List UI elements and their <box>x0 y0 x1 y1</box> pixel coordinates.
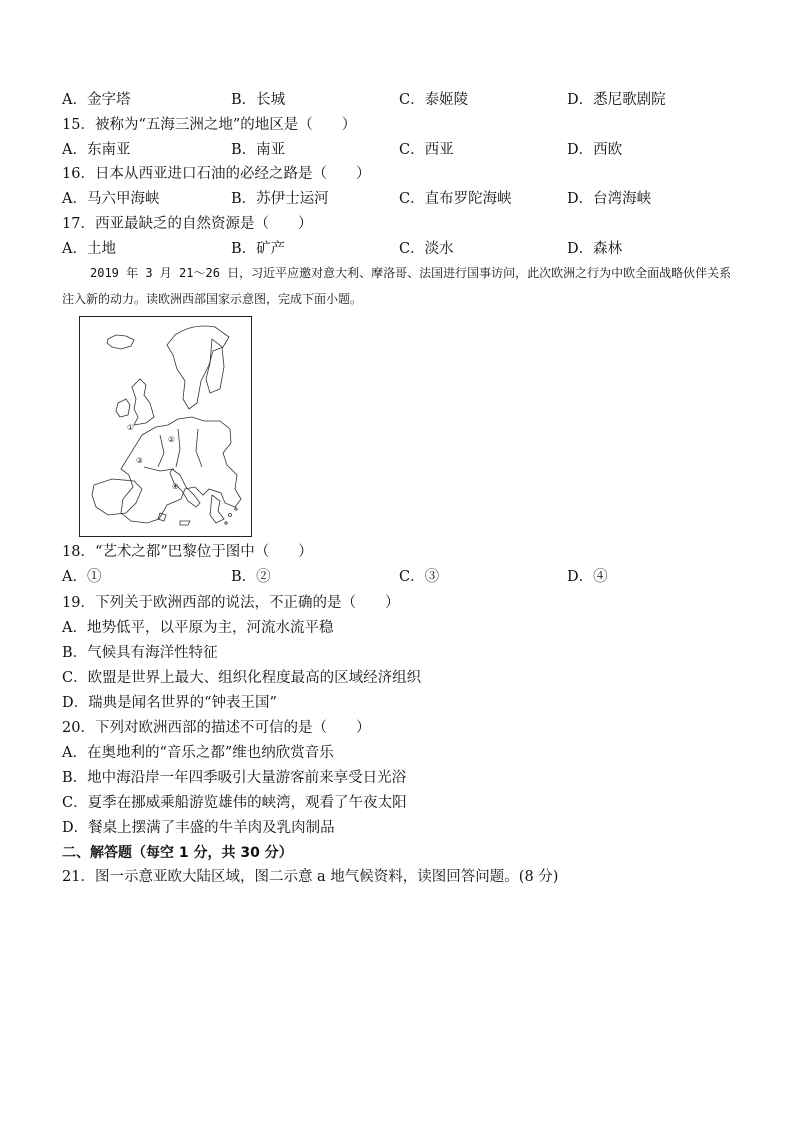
q14-option-a: A．金字塔 <box>62 92 131 108</box>
map-label-3: ③ <box>136 456 143 465</box>
ireland-shape <box>116 399 130 417</box>
q20-option-b: B．地中海沿岸一年四季吸引大量游客前来享受日光浴 <box>62 770 407 786</box>
map-label-2: ② <box>168 435 175 444</box>
q18-stem: 18．“艺术之都”巴黎位于图中（ ） <box>62 544 313 560</box>
q16-option-c: C．直布罗陀海峡 <box>399 191 512 207</box>
europe-map-drawing <box>80 317 251 536</box>
q20-option-d: D．餐桌上摆满了丰盛的牛羊肉及乳肉制品 <box>62 820 335 836</box>
section-2-heading: 二、解答题（每空 1 分，共 30 分） <box>62 845 293 861</box>
map-label-1: ① <box>127 423 134 432</box>
britain-shape <box>132 379 154 425</box>
q15-option-c: C．西亚 <box>399 142 454 158</box>
q16-option-b: B．苏伊士运河 <box>231 191 329 207</box>
q17-option-d: D．森林 <box>567 241 623 257</box>
q20-option-a: A．在奥地利的“音乐之都”维也纳欣赏音乐 <box>62 745 334 761</box>
q19-option-c: C．欧盟是世界上最大、组织化程度最高的区域经济组织 <box>62 670 422 686</box>
q14-option-d: D．悉尼歌剧院 <box>567 92 666 108</box>
greece-shape <box>210 495 224 523</box>
q19-option-d: D．瑞典是闻名世界的“钟表王国” <box>62 695 277 711</box>
q17-option-b: B．矿产 <box>231 241 286 257</box>
europe-west-map <box>79 316 252 537</box>
q18-option-a: A．① <box>62 569 102 585</box>
q15-stem: 15．被称为“五海三洲之地”的地区是（ ） <box>62 117 357 133</box>
q15-option-d: D．西欧 <box>567 142 623 158</box>
q19-option-b: B．气候具有海洋性特征 <box>62 645 218 661</box>
q16-option-d: D．台湾海峡 <box>567 191 652 207</box>
q18-option-d: D．④ <box>567 569 608 585</box>
q17-option-c: C．淡水 <box>399 241 454 257</box>
q15-option-b: B．南亚 <box>231 142 286 158</box>
q20-stem: 20．下列对欧洲西部的描述不可信的是（ ） <box>62 720 371 736</box>
q15-option-a: A．东南亚 <box>62 142 131 158</box>
q16-option-a: A．马六甲海峡 <box>62 191 160 207</box>
q14-option-c: C．泰姬陵 <box>399 92 469 108</box>
reading-intro <box>62 260 732 312</box>
scandinavia-shape <box>167 326 229 409</box>
mainland-shape <box>121 417 241 523</box>
q21-stem: 21．图一示意亚欧大陆区域，图二示意 a 地气候资料，读图回答问题。(8 分) <box>62 869 559 885</box>
q17-stem: 17．西亚最缺乏的自然资源是（ ） <box>62 216 313 232</box>
iberia-shape <box>92 479 142 515</box>
q19-stem: 19．下列关于欧洲西部的说法，不正确的是（ ） <box>62 595 400 611</box>
reading-intro-text: 2019 年 3 月 21～26 日，习近平应邀对意大利、摩洛哥、法国进行国事访问，此次欧洲之行为中欧全面战略伙伴关系注入新的动力。读欧洲西部国家示意图，完成下面小题。 <box>62 266 732 306</box>
q18-option-b: B．② <box>231 569 271 585</box>
q16-stem: 16．日本从西亚进口石油的必经之路是（ ） <box>62 166 371 182</box>
map-label-4: ④ <box>172 482 179 491</box>
q20-option-c: C．夏季在挪威乘船游览雄伟的峡湾，观看了午夜太阳 <box>62 795 407 811</box>
q14-option-b: B．长城 <box>231 92 286 108</box>
q17-option-a: A．土地 <box>62 241 116 257</box>
iceland-shape <box>107 335 134 349</box>
q19-option-a: A．地势低平，以平原为主，河流水流平稳 <box>62 620 334 636</box>
q18-option-c: C．③ <box>399 569 440 585</box>
